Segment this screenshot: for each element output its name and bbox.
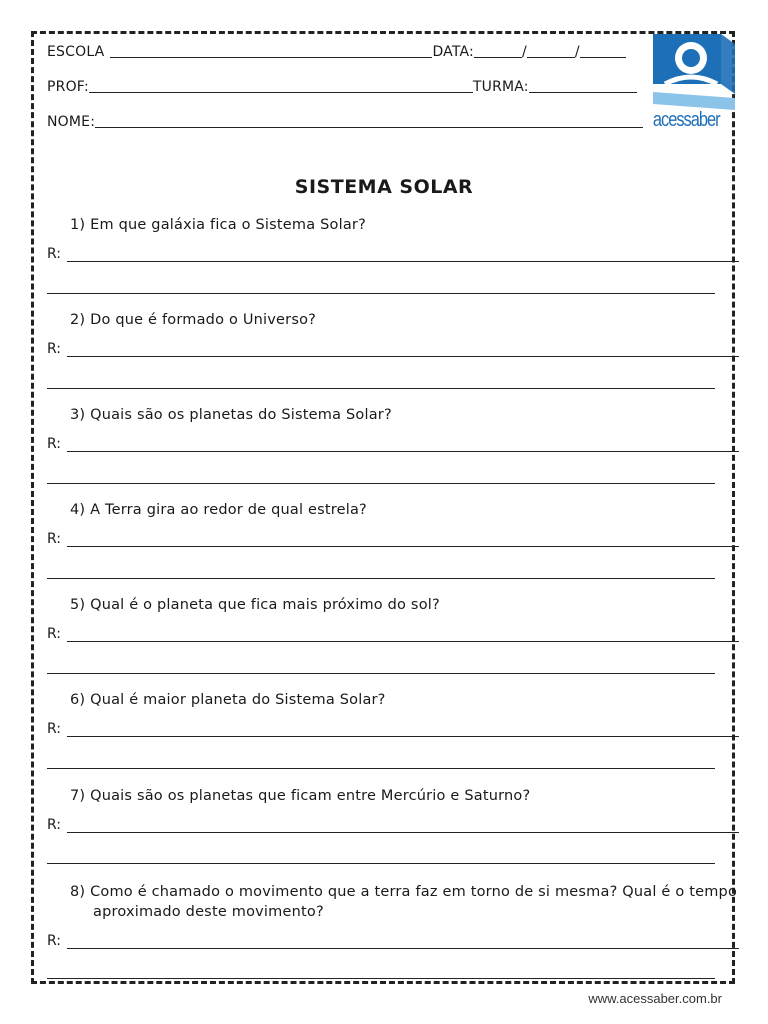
answer-line[interactable] <box>67 437 739 452</box>
nome-field[interactable] <box>95 115 643 128</box>
header-prof-row <box>47 79 637 95</box>
answer-line-extra[interactable] <box>47 978 715 979</box>
answer-line[interactable] <box>67 934 739 949</box>
answer-line-extra[interactable] <box>47 483 715 484</box>
answer-row-4 <box>47 531 739 547</box>
data-label: DATA: <box>432 44 474 60</box>
turma-label: TURMA: <box>472 79 529 95</box>
answer-line[interactable] <box>67 247 739 262</box>
data-day-field[interactable] <box>474 45 522 58</box>
question-7: 7) Quais são os planetas que ficam entre Mercúrio e Saturno? <box>70 788 531 804</box>
question-8: 8) Como é chamado o movimento que a terra faz em torno de si mesma? Qual é o tempo aproximado deste movimento? <box>70 884 738 920</box>
answer-line-extra[interactable] <box>47 578 715 579</box>
answer-line[interactable] <box>67 818 739 833</box>
answer-line-extra[interactable] <box>47 863 715 864</box>
question-4: 4) A Terra gira ao redor de qual estrela? <box>70 502 367 518</box>
header-nome-row <box>47 114 643 130</box>
answer-row-3 <box>47 436 739 452</box>
question-5: 5) Qual é o planeta que fica mais próximo do sol? <box>70 597 440 613</box>
footer-url: www.acessaber.com.br <box>588 991 722 1006</box>
answer-row-1 <box>47 246 739 262</box>
question-6: 6) Qual é maior planeta do Sistema Solar? <box>70 692 386 708</box>
data-month-field[interactable] <box>527 45 575 58</box>
question-2: 2) Do que é formado o Universo? <box>70 312 317 328</box>
header-school-row <box>47 44 626 60</box>
prof-label: PROF: <box>47 79 89 95</box>
answer-line[interactable] <box>67 342 739 357</box>
escola-field[interactable] <box>110 45 432 58</box>
answer-line-extra[interactable] <box>47 293 715 294</box>
answer-label: R: <box>47 436 62 452</box>
logo-text: acessaber <box>652 109 720 131</box>
answer-row-6 <box>47 721 739 737</box>
escola-label: ESCOLA <box>47 44 105 60</box>
answer-label: R: <box>47 531 62 547</box>
answer-line-extra[interactable] <box>47 388 715 389</box>
question-1: 1) Em que galáxia fica o Sistema Solar? <box>70 217 366 233</box>
question-3: 3) Quais são os planetas do Sistema Solar? <box>70 407 392 423</box>
answer-row-5 <box>47 626 739 642</box>
answer-line[interactable] <box>67 532 739 547</box>
answer-label: R: <box>47 341 62 357</box>
data-separator: / <box>521 44 527 60</box>
answer-row-2 <box>47 341 739 357</box>
answer-label: R: <box>47 626 62 642</box>
answer-label: R: <box>47 817 62 833</box>
data-year-field[interactable] <box>580 45 626 58</box>
answer-line[interactable] <box>67 722 739 737</box>
page-title: SISTEMA SOLAR <box>294 176 474 198</box>
answer-line-extra[interactable] <box>47 673 715 674</box>
answer-line[interactable] <box>67 627 739 642</box>
nome-label: NOME: <box>47 114 96 130</box>
answer-line-extra[interactable] <box>47 768 715 769</box>
answer-label: R: <box>47 721 62 737</box>
answer-label: R: <box>47 246 62 262</box>
turma-field[interactable] <box>529 80 637 93</box>
answer-row-7 <box>47 817 739 833</box>
prof-field[interactable] <box>89 80 473 93</box>
answer-label: R: <box>47 933 62 949</box>
answer-row-8 <box>47 933 739 949</box>
data-separator: / <box>574 44 580 60</box>
